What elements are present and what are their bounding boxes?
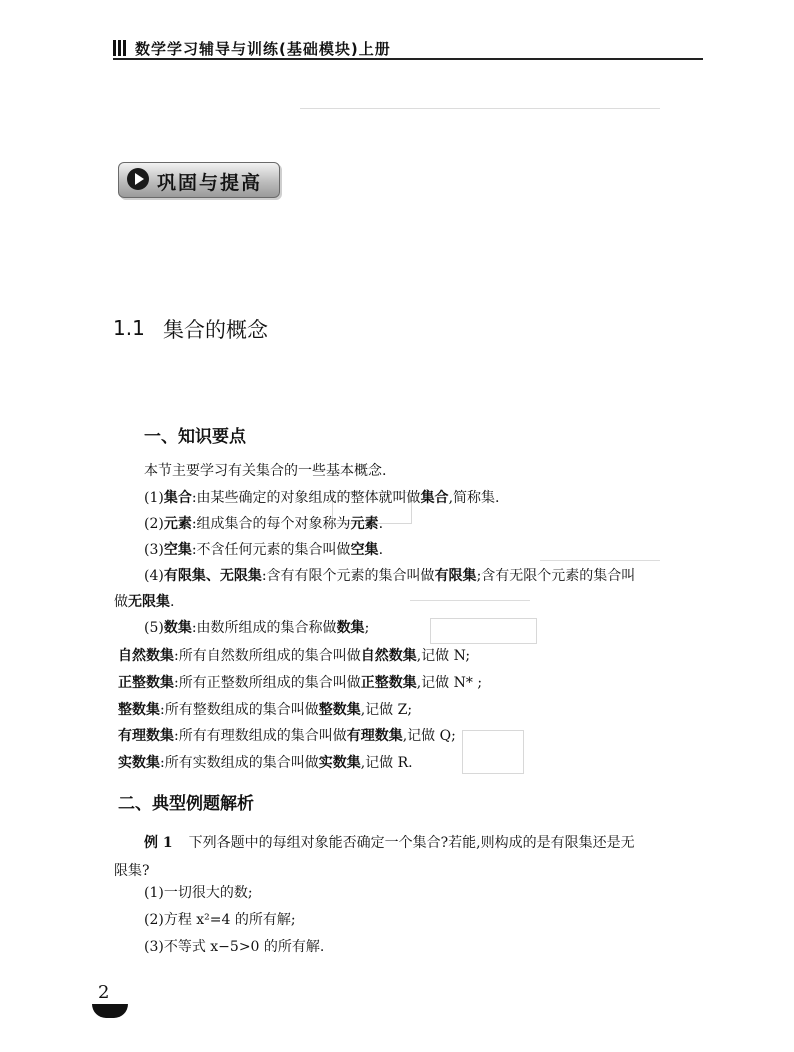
running-header [113,36,703,60]
list-item: (4)有限集、无限集:含有有限个元素的集合叫做有限集;含有无限个元素的集合叫 [144,568,636,584]
section-badge [118,162,280,198]
examples-heading: 二、典型例题解析 [118,794,254,814]
header-rule [113,58,703,60]
number-set-line: 正整数集:所有正整数所组成的集合叫做正整数集,记做 N* ; [118,675,483,691]
sub-question: (2)方程 x²=4 的所有解; [144,912,296,928]
list-item: (3)空集:不含任何元素的集合叫做空集. [144,542,384,558]
number-set-line: 实数集:所有实数组成的集合叫做实数集,记做 R. [118,755,413,771]
show-through-line [300,108,660,109]
page-number-arc [92,1004,128,1018]
sub-question: (1)一切很大的数; [144,885,253,901]
play-icon [127,168,149,190]
list-item-continuation: 做无限集. [114,594,175,610]
section-title: 集合的概念 [163,318,268,342]
number-set-line: 整数集:所有整数组成的集合叫做整数集,记做 Z; [118,702,413,718]
section-number: 1.1 [113,316,145,340]
number-set-line: 自然数集:所有自然数所组成的集合叫做自然数集,记做 N; [118,648,471,664]
sub-question: (3)不等式 x−5>0 的所有解. [144,939,325,955]
example-label: 例 1 [144,835,173,851]
list-item: (2)元素:组成集合的每个对象称为元素. [144,516,384,532]
example-line: 例 1 下列各题中的每组对象能否确定一个集合?若能,则构成的是有限集还是无 [144,835,635,851]
list-item: (5)数集:由数所组成的集合称做数集; [144,620,370,636]
example-line-continuation: 限集? [114,863,150,879]
knowledge-heading: 一、知识要点 [144,427,246,447]
badge-label: 巩固与提高 [157,172,263,194]
list-item: (1)集合:由某些确定的对象组成的整体就叫做集合,简称集. [144,490,500,506]
intro-text: 本节主要学习有关集合的一些基本概念. [144,463,387,479]
show-through-line [410,600,530,601]
number-set-line: 有理数集:所有有理数组成的集合叫做有理数集,记做 Q; [118,728,456,744]
book-title: 数学学习辅导与训练(基础模块)上册 [135,40,391,58]
page-number: 2 [92,982,132,1018]
header-bars-icon [113,40,127,56]
